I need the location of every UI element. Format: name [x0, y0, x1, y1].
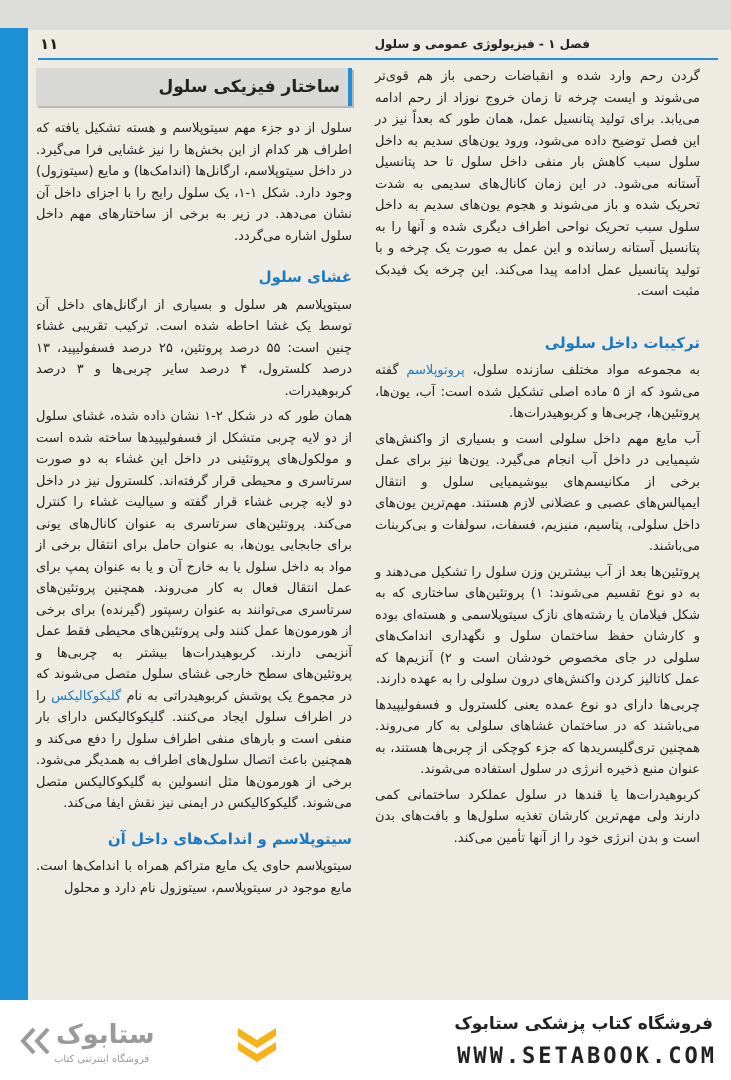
section-title: ساختار فیزیکی سلول [158, 77, 340, 97]
store-name: فروشگاه کتاب پزشکی ستابوک [454, 1014, 713, 1034]
section-title-box [36, 68, 352, 106]
paragraph: پروتئین‌ها بعد از آب بیشترین وزن سلول را تشکیل می‌دهند و به دو نوع تقسیم می‌شوند: ۱) پروتئین‌های ساختاری که به شکل فیلامان یا رشته‌های نازک سیتوپلاسمی و هسته‌ای بوده و کارشان حفظ ساختمان سلول و نگهداری اندامک‌های سلولی در جای مخصوص خودشان است و ۲) آنزیم‌ها که عمل کاتالیز کردن واکنش‌های درون سلولی را به عهده دارند. [375, 564, 700, 687]
key-term: پروتوپلاسم [406, 363, 465, 378]
key-term: گلیکوکالیکس [51, 688, 122, 704]
paragraph [36, 856, 352, 899]
paragraph-text: سیتوپلاسم حاوی یک مایع متراکم همراه با اندامک‌ها است. [36, 859, 352, 874]
logo-arrows-icon [20, 1026, 54, 1056]
paragraph-text: گفته می‌شود که از ۵ ماده اصلی تشکیل شده است: آب، یون‌ها، پروتئین‌ها، چربی‌ها و کربوهیدرات‌ها. [375, 363, 700, 421]
header-rule [38, 58, 718, 60]
left-column [36, 68, 352, 903]
paragraph [375, 360, 700, 425]
paragraph-text: مایع موجود در سیتوپلاسم، سیتوزول نام دارد و محلول [63, 880, 352, 896]
paragraph: آب مایع مهم داخل سلولی است و بسیاری از واکنش‌های شیمیایی در داخل آب انجام می‌گیرد. یون‌ها نیز برای عمل برخی از مکانیسم‌های بیوشیمیایی سلول و انتقال ایمپالس‌های عصبی و عضلانی لازم هستند. مهم‌ترین یون‌های داخل سلولی، پتاسیم، منیزیم، فسفات، سولفات و بی‌کربنات می‌باشند. [375, 431, 700, 554]
paragraph: سلول از دو جزء مهم سیتوپلاسم و هسته تشکیل یافته که اطراف هر کدام از این بخش‌ها را نیز غشایی فرا می‌گیرد. در داخل سیتوپلاسم، ارگانل‌ها (اندامک‌ها) و مایع (سیتوزول) وجود دارد. شکل ۱-۱، یک سلول رایج را با اجزای داخل آن نشان می‌دهد. در زیر به برخی از ساختارهای مهم داخل سلول اشاره می‌گردد. [36, 121, 352, 244]
page-number: ۱۱ [40, 35, 59, 53]
chapter-color-bar [0, 28, 28, 1000]
subsection-heading: سیتوپلاسم و اندامک‌های داخل آن [107, 829, 352, 848]
chapter-title: فصل ۱ - فیزیولوژی عمومی و سلول [374, 37, 590, 51]
paragraph: گردن رحم وارد شده و انقباضات رحمی باز هم قوی‌تر می‌شوند و ایست چرخه تا زمان خروج نوزاد از رحم ادامه می‌یابد. برای تولید پتانسیل عمل، همان طور که بعداً نیز در این فصل توضیح داده می‌شود، ورود یون‌های سدیم به داخل سلول سبب کاهش بار منفی داخل سلول تا حد پتانسیل آستانه می‌شود. در این زمان کانال‌های سدیمی به شدت تحریک شده و باز می‌شوند و هجوم یون‌های سدیم به داخل سلول سبب تحریک نواحی اطراف دیگری شده و آنها را به پتانسیل آستانه رسانده و این عمل به صورت یک چرخه و با تولید پتانسیل عمل ادامه پیدا می‌کند. این چرخه یک فیدبک مثبت است. [375, 69, 700, 299]
paragraph-text: به مجموعه مواد مختلف سازنده سلول، [472, 363, 700, 378]
running-header [40, 33, 710, 57]
store-logo[interactable] [20, 1010, 280, 1070]
paragraph: چربی‌ها دارای دو نوع عمده یعنی کلسترول و فسفولیپیدها می‌باشند که در ساختمان غشاهای سلولی به کار می‌روند. همچنین تری‌گلیسریدها که جزء کوچکی از چربی‌ها هستند، به عنوان منبع ذخیره انرژی در سلول استفاده می‌شوند. [375, 697, 700, 777]
logo-subtitle: فروشگاه اینترنتی کتاب [54, 1054, 150, 1065]
store-url-link[interactable]: WWW.SETABOOK.COM [457, 1044, 717, 1069]
page-top-edge [0, 0, 731, 30]
store-footer-banner [0, 1000, 731, 1080]
paragraph-text: همان طور که در شکل ۲-۱ نشان داده شده، غشای سلول از دو لایه چربی متشکل از فسفولیپیدها ساخته شده است و مولکول‌های پروتئینی در داخل این غشاء به دو صورت سرتاسری و محیطی قرار گرفته‌اند. کلسترول نیز در داخل دو لایه چربی غشاء قرار گفته و سیالیت غشاء را کنترل می‌کند. پروتئین‌های سرتاسری به عنوان کانال‌های یونی برای جابجایی یون‌ها، به عنوان حامل برای انتقال برخی از مواد به داخل سلول یا به خارج آن و یا به عنوان پمپ برای عمل انتقال فعال به کار می‌روند. همچنین پروتئین‌های سرتاسری می‌توانند به عنوان رسپتور (گیرنده) برای برخی از هورمون‌ها عمل کنند ولی پروتئین‌های محیطی فقط عمل آنزیمی دارند. کربوهیدرات‌ها بیشتر به چربی‌ها و پروتئین‌های سطح خارجی غشای سلول متصل می‌شوند که در مجموع یک پوشش کربوهیدراتی به نام [36, 409, 352, 704]
right-column [375, 66, 700, 853]
section-heading: ترکیبات داخل سلولی [544, 333, 700, 352]
logo-wordmark: ستابوک [56, 1020, 155, 1050]
logo-chevron-icon [234, 1022, 280, 1068]
paragraph-text: را در اطراف سلول ایجاد می‌کنند. گلیکوکالیکس دارای بار منفی است و بارهای منفی اطراف سلول را دفع می‌کند و همچنین باعث اتصال سلول‌های اطراف به همدیگر می‌شود. برخی از هورمون‌ها مثل انسولین به گلیکوکالیکس متصل می‌شوند. گلیکوکالیکس در ایمنی نیز نقش ایفا می‌کند. [36, 688, 352, 811]
paragraph: سیتوپلاسم هر سلول و بسیاری از ارگانل‌های داخل آن توسط یک غشا احاطه شده است. ترکیب تقریبی غشاء چنین است: ۵۵ درصد پروتئین، ۲۵ درصد فسفولیپید، ۱۳ درصد کلسترول، ۴ درصد سایر چربی‌ها و ۳ درصد کربوهیدرات. [36, 297, 352, 399]
paragraph: کربوهیدرات‌ها یا قندها در سلول عملکرد ساختمانی کمی دارند ولی مهم‌ترین کارشان تغذیه سلول‌ها و بافت‌های بدن است و بدن انرژی خود را از آنها تأمین می‌کند. [375, 787, 700, 846]
paragraph [36, 406, 352, 815]
subsection-heading: غشای سلول [258, 268, 352, 286]
